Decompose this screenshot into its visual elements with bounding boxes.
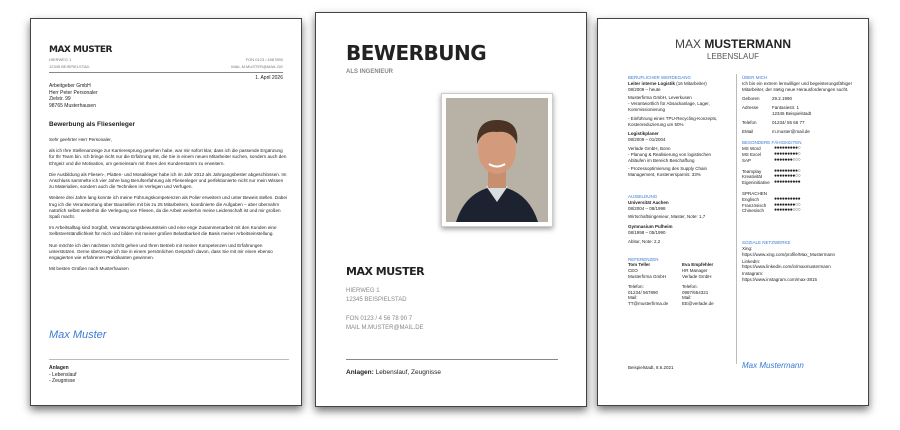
- column-divider: [736, 74, 737, 364]
- cover-page: [315, 12, 587, 407]
- cover-attachments: Anlagen: Lebenslauf, Zeugnisse: [346, 369, 442, 376]
- skill-rating: ●●●●●●●○○○: [774, 156, 801, 163]
- skill-row: SAP ●●●●●●●○○○: [742, 156, 801, 163]
- sender-street: HIERWEG 1: [49, 57, 72, 62]
- references: Tom Teller CEO Musterfirma GmbH Telefon: 01234/ 567890 Mail: TT@musterfirma.de Eva Empfehler HR Manager Verlade GmbH Telefon: 0987/654321 Mail: EE@verlade.de: [628, 262, 714, 307]
- skill-row: MS Excel ●●●●●●●●●○: [742, 150, 801, 157]
- portrait-image: [446, 98, 548, 222]
- cv-page: [597, 18, 869, 406]
- sender-phone: FON 0123 / 4567890: [245, 57, 283, 62]
- recipient-address: Arbeitgeber GmbH Herr Peter Personaler Zielstr. 99 98765 Musterhausen: [49, 83, 98, 109]
- skill-rating: ●●●●●●●●○○: [774, 173, 801, 180]
- personal-info-row: Geboren 29.2.1990: [742, 96, 793, 102]
- social-link[interactable]: Instagram: https://www.instagram.com/max-3815: [742, 271, 818, 282]
- skill-row: MS Word ●●●●●●●●●○: [742, 145, 801, 152]
- applicant-photo: [441, 93, 553, 227]
- personal-info-row: Telefon 01234/ 55 66 77: [742, 119, 805, 125]
- skill-row: Kreativität ●●●●●●●●○○: [742, 173, 801, 180]
- cv-name: MAX MUSTERMANN: [674, 37, 792, 51]
- skill-rating: ●●●●●●●●●●: [774, 195, 801, 202]
- cover-subtitle: ALS INGENIEUR: [346, 69, 394, 75]
- personal-info-row: EMail m.muster@mail.de: [742, 128, 810, 134]
- social-link[interactable]: LinkedIn: https://www.linkedin.com/in/maxmustermann: [742, 258, 831, 270]
- personal-info-row: Adresse Fantasiestr. 1 12345 Beispielstadt: [742, 105, 812, 116]
- sender-mail: MAIL M.MUSTER@MAIL.DE: [231, 64, 283, 69]
- cv-right-column: ÜBER MICH Ich bin ein extrem lernwilliger und begeisterungsfähiger Mitarbeiter, der stetig neue Herausforderungen sucht. Geboren 29.2.1990 Adresse Fantasiestr. 1 12345 Beispielstadt Telefon 01234/ 55 66 77 EMail m.muster@mail.de BESONDERE FÄHIGKEITEN MS Word ●●●●●●●●●○ MS Excel ●●●●●●●●●○ SAP ●●●●●●●○○○ Teamplay ●●●●●●●●●○ Kreativität ●●●●●●●●○○ Eigeninitiative ●●●●●●●●●● SPRACHEN Englisch ●●●●●●●●●● Französisch ●●●●●●●●○○ Chinesisch ●●●●●●●○○○ SOZIALE NETZWERKE Xing: https://www.xing.com/profile/Max_Mustermann LinkedIn: https://www.linkedin.com/in/maxmustermann Instagram: https://www.instagram.com/max-3815: [742, 75, 860, 284]
- skill-row: Französisch ●●●●●●●●○○: [742, 201, 801, 208]
- skill-rating: ●●●●●●●●●○: [774, 145, 801, 152]
- skill-row: Englisch ●●●●●●●●●●: [742, 195, 801, 202]
- cover-letter-page: [30, 18, 302, 406]
- skill-rating: ●●●●●●●●●●: [774, 179, 801, 186]
- skill-rating: ●●●●●●●●●○: [774, 150, 801, 157]
- signature: Max Muster: [49, 329, 107, 341]
- sender-name: MAX MUSTER: [49, 45, 112, 55]
- social-link[interactable]: Xing: https://www.xing.com/profile/Max_Mustermann: [742, 245, 836, 257]
- cover-title: BEWERBUNG: [346, 41, 487, 65]
- skill-rating: ●●●●●●●●○○: [774, 201, 801, 208]
- skill-row: Chinesisch ●●●●●●●○○○: [742, 207, 801, 214]
- attachments: Anlagen - Lebenslauf - Zeugnisse: [49, 365, 77, 385]
- letter-body: Sehr geehrter Herr Personaler, als ich Ihre Stellenanzeige zur Karrieresprung gesehen habe, war mir sofort klar, dass ich die passende Ergänzung für Ihr Team bin. Ich bringe nicht nur die Erfahrung mit, die Sie in einem neuen Mitarbeiter suchen, sondern auch den Ehrgeiz und die Motivation, um gemeinsam mit Ihnen den Kundenstamm zu erweitern. Die Ausbildung als Fliesen-, Platten- und Mosaikleger habe ich im Jahr 2012 als Jahrgangsbester abgeschlossen. Im Anschluss sammelte ich vier Jahre lang Berufserfahrung als Fliesenleger und perfektionierte nicht nur mein Wissen zu Materialien, sondern auch die Techniken im Verlegen und Verfugen. Weitere drei Jahre lang konnte ich meine Führungskompetenzen als Polier erweitern und unter Beweis stellen. Dabei trug ich die Verantwortung über Baustellen mit bis zu 25 Mitarbeitern, koordinierte die Aufgaben – aber übernahm natürlich selbst weiterhin die Verlegung von Fliesen, da die Arbeit weiterhin meine Leidenschaft ist und mir großen Spaß macht. Im Arbeitsalltag sind Sorgfalt, Verantwortungsbewusstsein und eine enge Zusammenarbeit mit den Kunden eine Selbstverständlichkeit für mich und bilden mit meiner großen Belastbarkeit die Basis meiner Arbeitseinstellung. Nun möchte ich den nächsten Schritt gehen und Ihren Betrieb mit meiner Kompetenzen und Erfahrungen unterstützen. Gerne überzeuge ich Sie in einem persönlichen Gespräch davon, dass Sie mit mir einen ebenso engagierten wie erfahrenen Praktikanten gewinnen. Mit besten Grüßen nach Musterhausen: [49, 137, 287, 272]
- sender-city: 12345 BEISPIELSTAD: [49, 64, 90, 69]
- letter-date: 1. April 2026: [255, 75, 283, 81]
- letter-subject: Bewerbung als Fliesenleger: [49, 121, 135, 128]
- skill-rating: ●●●●●●●●●○: [774, 167, 801, 174]
- cover-name: MAX MUSTER: [346, 265, 425, 278]
- cv-left-column: BERUFLICHER WERDEGANG Leiter interne Logistik (16 Mitarbeiter) 08/2009 – heute Musterfirma GmbH, Leverkusen - Verantwortlich für Absackanlage, Lager, Kommissionierung - Einführung eines TPU-Recycling-Konzepts, Kostenreduzierung um 50% Logistikplaner 08/2009 – 01/2004 Verlade GmbH, Bonn - Planung & Realisierung von logistischen Abläufen im Bereich Beschaffung - Prozessoptimierung des Supply Chain Management, Kostenersparnis: 33% AUSBILDUNG Universität Aachen 08/2004 – 08/1998 Wirtschaftsingenieur, Master, Note: 1,7 Gymnasium Pulheim 08/1998 – 05/1990 Abitur, Note: 2,2 REFERENZEN Tom Teller CEO Musterfirma GmbH Telefon: 01234/ 567890 Mail: TT@musterfirma.de Eva Empfehler HR Manager Verlade GmbH Telefon: 0987/654321 Mail: EE@verlade.de: [628, 75, 728, 307]
- skill-rating: ●●●●●●●○○○: [774, 207, 801, 214]
- place-date: Beispielstadt, 8.6.2021: [628, 365, 674, 370]
- skill-row: Teamplay ●●●●●●●●●○: [742, 167, 801, 174]
- skill-row: Eigeninitiative ●●●●●●●●●●: [742, 179, 801, 186]
- cv-signature: Max Mustermann: [742, 361, 804, 370]
- cover-address: HIERWEG 1 12345 BEISPIELSTAD FON 0123 / 4 56 78 90 7 MAIL M.MUSTER@MAIL.DE: [346, 288, 424, 331]
- cv-subtitle: LEBENSLAUF: [706, 52, 760, 61]
